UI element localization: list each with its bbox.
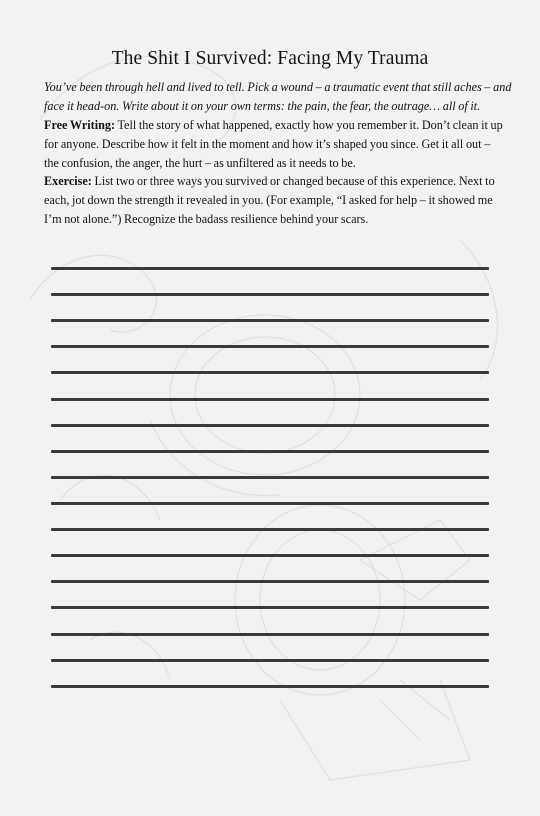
writing-line	[51, 476, 489, 479]
writing-line	[51, 345, 489, 348]
writing-line	[51, 293, 489, 296]
exercise-text: List two or three ways you survived or changed because of this experience. Next to each, jot down the strength it revealed in you. (For example, “I asked for help – it showed me I’m not alone.”) Recognize the badass resilience behind your scars.	[44, 174, 495, 226]
writing-lines	[51, 267, 489, 711]
writing-line	[51, 371, 489, 374]
writing-line	[51, 659, 489, 662]
page-title: The Shit I Survived: Facing My Trauma	[111, 48, 429, 69]
writing-line	[51, 528, 489, 531]
writing-line	[51, 398, 489, 401]
writing-line	[51, 267, 489, 270]
free-writing-text: Tell the story of what happened, exactly how you remember it. Don’t clean it up for anyone. Describe how it felt in the moment and how it’s shaped you since. Get it all out – the confusion, the anger, the hurt – as unfiltered as it needs to be.	[44, 118, 503, 170]
writing-line	[51, 554, 489, 557]
writing-line	[51, 502, 489, 505]
writing-line	[51, 319, 489, 322]
exercise-prompt	[44, 172, 506, 229]
free-writing-label: Free Writing:	[44, 118, 116, 132]
writing-line	[51, 424, 489, 427]
writing-line	[51, 633, 489, 636]
writing-line	[51, 685, 489, 688]
writing-line	[51, 450, 489, 453]
writing-line	[51, 580, 489, 583]
exercise-label: Exercise:	[44, 174, 92, 188]
writing-line	[51, 606, 489, 609]
free-writing-prompt	[44, 116, 506, 173]
intro-text: You’ve been through hell and lived to tell. Pick a wound – a traumatic event that still aches – and face it head-on. Write about it on your own terms: the pain, the fear, the outrage… all of it.	[44, 80, 512, 113]
